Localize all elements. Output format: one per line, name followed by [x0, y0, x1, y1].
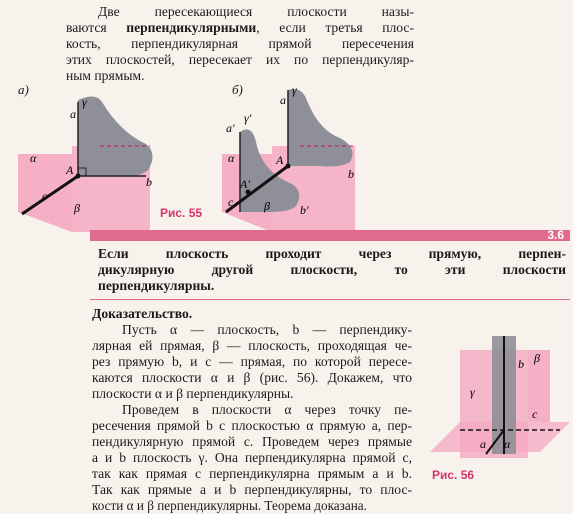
fig55a-a: a	[70, 107, 76, 121]
figure-56-caption: Рис. 56	[432, 468, 475, 482]
fig56-gamma: γ	[470, 385, 475, 399]
fig55a-b: b	[146, 175, 152, 189]
fig55b-gamma: γ	[292, 83, 297, 97]
proof-line: Пусть α — плоскость, b — перпендику-	[122, 322, 412, 337]
figure-55-caption: Рис. 55	[160, 206, 203, 220]
proof-line: кости α и β перпендикулярны. Теорема доказана.	[92, 498, 367, 513]
proof-line: рез прямую b, и c — прямая, по которой пересе-	[92, 354, 412, 369]
theorem-header-bar	[90, 230, 570, 241]
fig55b-alpha: α	[228, 151, 235, 165]
fig56-beta: β	[534, 351, 540, 365]
proof-line: так как прямая c перпендикулярна прямым a и b.	[92, 466, 412, 481]
fig56-c: c	[532, 407, 538, 421]
proof-heading: Доказательство.	[92, 306, 193, 321]
figure-55b-label: б)	[232, 82, 243, 97]
fig56-a: a	[480, 437, 486, 451]
figure-56	[420, 322, 570, 492]
fig55b-A-prime: A′	[240, 177, 250, 191]
figure-55a-label: а)	[18, 82, 29, 97]
fig55b-b-prime: b′	[300, 203, 309, 217]
fig55a-c: c	[42, 189, 48, 203]
theorem-line: перпендикулярны.	[98, 278, 215, 293]
fig55b-a-prime: a′	[226, 121, 235, 135]
fig55a-A: A	[66, 163, 74, 177]
definition-line: кость, перпендикулярная прямой пересечения	[66, 36, 414, 51]
definition-line: этих плоскостей, пересекает их по перпендикуляр-	[66, 52, 414, 67]
fig55b-a: a	[280, 93, 286, 107]
fig55b-b: b	[348, 167, 354, 181]
fig55a-alpha: α	[30, 151, 37, 165]
fig55b-drawing	[222, 83, 355, 232]
theorem-line: Если плоскость проходит через прямую, перпен-	[98, 246, 566, 261]
definition-line: ваются перпендикулярными, если третья плос-	[66, 20, 414, 35]
figure-56-drawing	[420, 322, 570, 472]
theorem-separator	[90, 299, 570, 300]
fig55b-gamma-prime: γ′	[244, 111, 252, 125]
proof-line: плоскости α и β перпендикулярны.	[92, 386, 294, 401]
definition-line: ным прямым.	[66, 68, 145, 83]
fig55a-beta: β	[74, 201, 80, 215]
definition-line: Две пересекающиеся плоскости назы-	[98, 4, 414, 19]
proof-line: ресечения прямой b с плоскостью α прямую a, пер-	[92, 418, 412, 433]
fig55a-gamma: γ	[82, 95, 87, 109]
fig55b-A: A	[276, 153, 284, 167]
proof-line: a и b плоскость γ. Она перпендикулярна прямой c,	[92, 450, 412, 465]
fig56-b: b	[518, 357, 524, 371]
proof-line: лярная ей прямая, β — плоскость, проходящая че-	[92, 338, 412, 353]
proof-line: пендикулярную прямой c. Проведем через прямые	[92, 434, 412, 449]
fig55b-c: c	[228, 195, 234, 209]
figure-55	[0, 82, 370, 232]
proof-line: Проведем в плоскости α через точку пе-	[122, 402, 412, 417]
proof-line: каются плоскости α и β (рис. 56). Докажем, что	[92, 370, 412, 385]
proof-line: Так как прямые a и b перпендикулярны, то плос-	[92, 482, 412, 497]
fig55a-drawing	[18, 95, 153, 232]
fig56-alpha: α	[504, 437, 511, 451]
theorem-line: дикулярную другой плоскости, то эти плоскости	[98, 262, 566, 277]
theorem-number: 3.6	[547, 228, 564, 242]
fig55b-beta: β	[264, 199, 270, 213]
